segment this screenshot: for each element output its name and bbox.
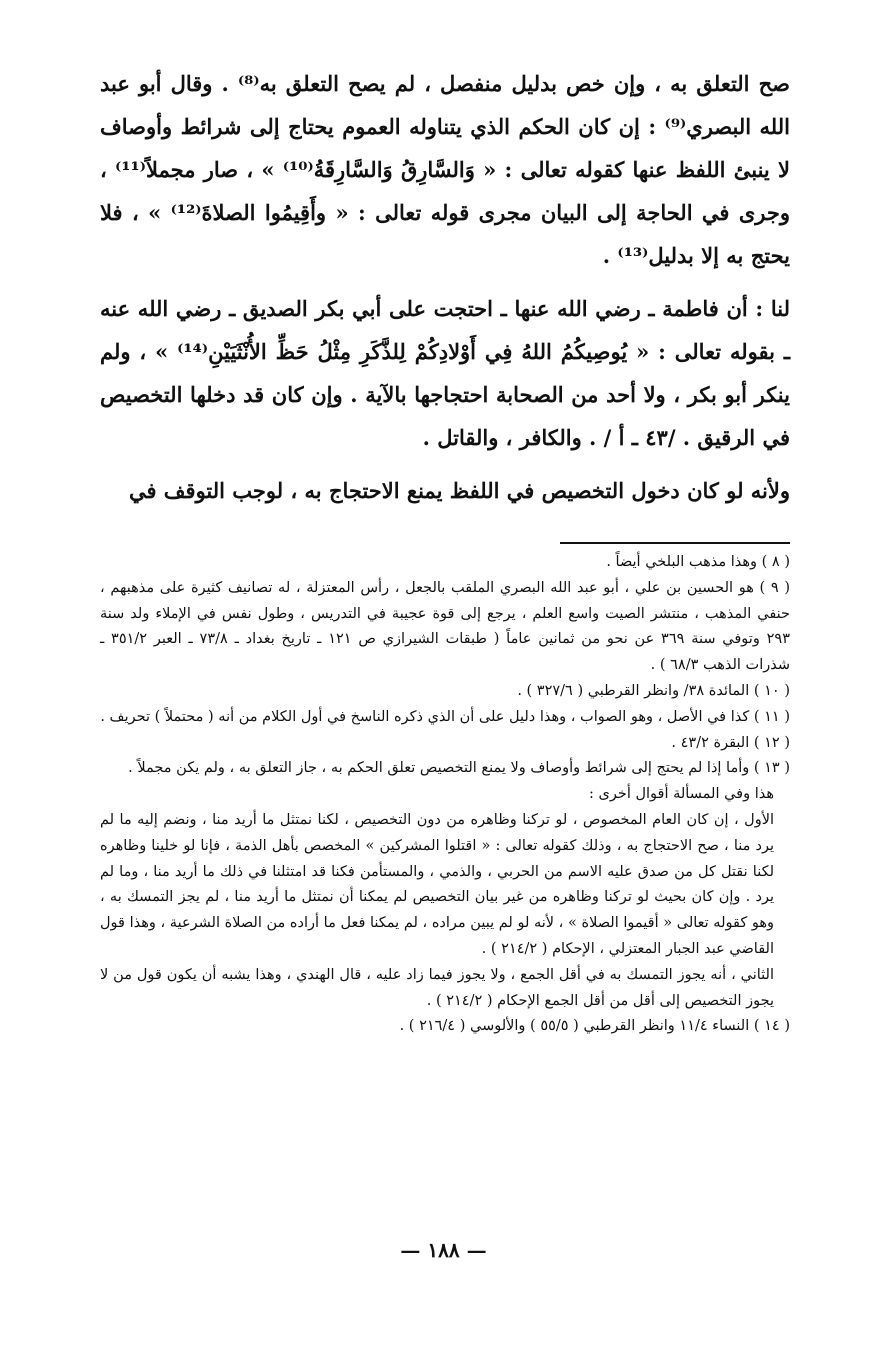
footnote-14: ( ١٤ ) النساء ١١/٤ وانظر القرطبي ( ٥٥/٥ ) والألوسي ( ٢١٦/٤ ) . <box>399 1018 790 1035</box>
footnote-13: ( ١٣ ) وأما إذا لم يحتج إلى شرائط وأوصاف ولا يمنع التخصيص تعلق الحكم به ، جاز التعلق به ، ولم يكن مجملاً . <box>128 760 790 777</box>
footnote-12: ( ١٢ ) البقرة ٤٣/٢ . <box>671 734 790 751</box>
footnote-13-first-view: الأول ، إن كان العام المخصوص ، لو تركنا وظاهره من دون التخصيص ، لكنا نمتثل ما أريد منا ، ونضم إليه ما لم يرد منا ، صح الاحتجاج به ، وذلك كقوله تعالى : « اقتلوا المشركين » المخصص بأهل الذمة ، فإنا لو خلينا وظاهره لكنا نقتل كل من صدق عليه الاسم من الحربي ، والذمي ، والمستأمن فكنا قد امتثلنا في ذلك ما أريد منا ، وما لم يرد . وإن كان بحيث لو تركنا وظاهره من غير بيان التخصيص لم يمكنا أن نمتثل ما أريد منا ، لم يجز التمسك به ، وهو كقوله تعالى « أقيموا الصلاة » ، لأنه لو لم يبين مراده ، لم يمكنا فعل ما أراده من الصلاة الشرعية ، وهذا قول القاضي عبد الجبار المعتزلي ، الإحكام ( ٢١٤/٢ ) . <box>100 811 774 957</box>
footnote-9: ( ٩ ) هو الحسين بن علي ، أبو عبد الله البصري الملقب بالجعل ، رأس المعتزلة ، له تصانيف كثيرة على مذهبهم ، حنفي المذهب ، منتشر الصيت واسع العلم ، يرجع إلى قوة عجيبة في التدريس ، وطول نفس في الإملاء ولد سنة ٢٩٣ وتوفي سنة ٣٦٩ عن نحو من ثمانين عاماً ( طبقات الشيرازي ص ١٢١ ـ تاريخ بغداد ـ ٧٣/٨ ـ العبر ٣٥١/٢ ـ شذرات الذهب ٦٨/٣ ) . <box>100 579 790 674</box>
footnote-8: ( ٨ ) وهذا مذهب البلخي أيضاً . <box>606 554 790 570</box>
footnote-10: ( ١٠ ) المائدة ٣٨/ وانظر القرطبي ( ٣٢٧/٦ ) . <box>517 682 790 699</box>
footnote-13-intro: هذا وفي المسألة أقوال أخرى : <box>589 786 774 803</box>
footnote-separator-rule <box>560 542 790 544</box>
footnotes-block <box>100 550 790 1040</box>
footnote-11: ( ١١ ) كذا في الأصل ، وهو الصواب ، وهذا دليل على أن الذي ذكره الناسخ في أول الكلام من أنه ( محتملاً ) تحريف . <box>100 708 790 725</box>
main-text-block <box>100 62 790 512</box>
main-paragraph-3: ولأنه لو كان دخول التخصيص في اللفظ يمنع الاحتجاج به ، لوجب التوقف في <box>128 478 790 503</box>
page-number: — ١٨٨ — <box>400 1238 487 1262</box>
main-paragraph-1: صح التعلق به ، وإن خص بدليل منفصل ، لم يصح التعلق به⁽⁸⁾ . وقال أبو عبد الله البصري⁽⁹⁾ : إن كان الحكم الذي يتناوله العموم يحتاج إلى شرائط وأوصاف لا ينبئ اللفظ عنها كقوله تعالى : « وَالسَّارِقُ وَالسَّارِقَةُ⁽¹⁰⁾ » ، صار مجملاً⁽¹¹⁾ ، وجرى في الحاجة إلى البيان مجرى قوله تعالى : « وأَقِيمُوا الصلاةَ⁽¹²⁾ » ، فلا يحتج به إلا بدليل⁽¹³⁾ . <box>100 71 791 268</box>
footnote-13-second-view: الثاني ، أنه يجوز التمسك به في أقل الجمع ، ولا يجوز فيما زاد عليه ، قال الهندي ، وهذا يشبه أن يكون قول من لا يجوز التخصيص إلى أقل من أقل الجمع الإحكام ( ٢١٤/٢ ) . <box>100 966 774 1009</box>
main-paragraph-2: لنا : أن فاطمة ـ رضي الله عنها ـ احتجت على أبي بكر الصديق ـ رضي الله عنه ـ بقوله تعالى : « يُوصِيكُمُ اللهُ فِي أَوْلادِكُمْ لِلذَّكَرِ مِثْلُ حَظِّ الأُنْثَيَيْنِ⁽¹⁴⁾ » ، ولم ينكر أبو بكر ، ولا أحد من الصحابة احتجاجها بالآية . وإن كان قد دخلها التخصيص في الرقيق . /٤٣ ـ أ / . والكافر ، والقاتل . <box>100 296 791 450</box>
